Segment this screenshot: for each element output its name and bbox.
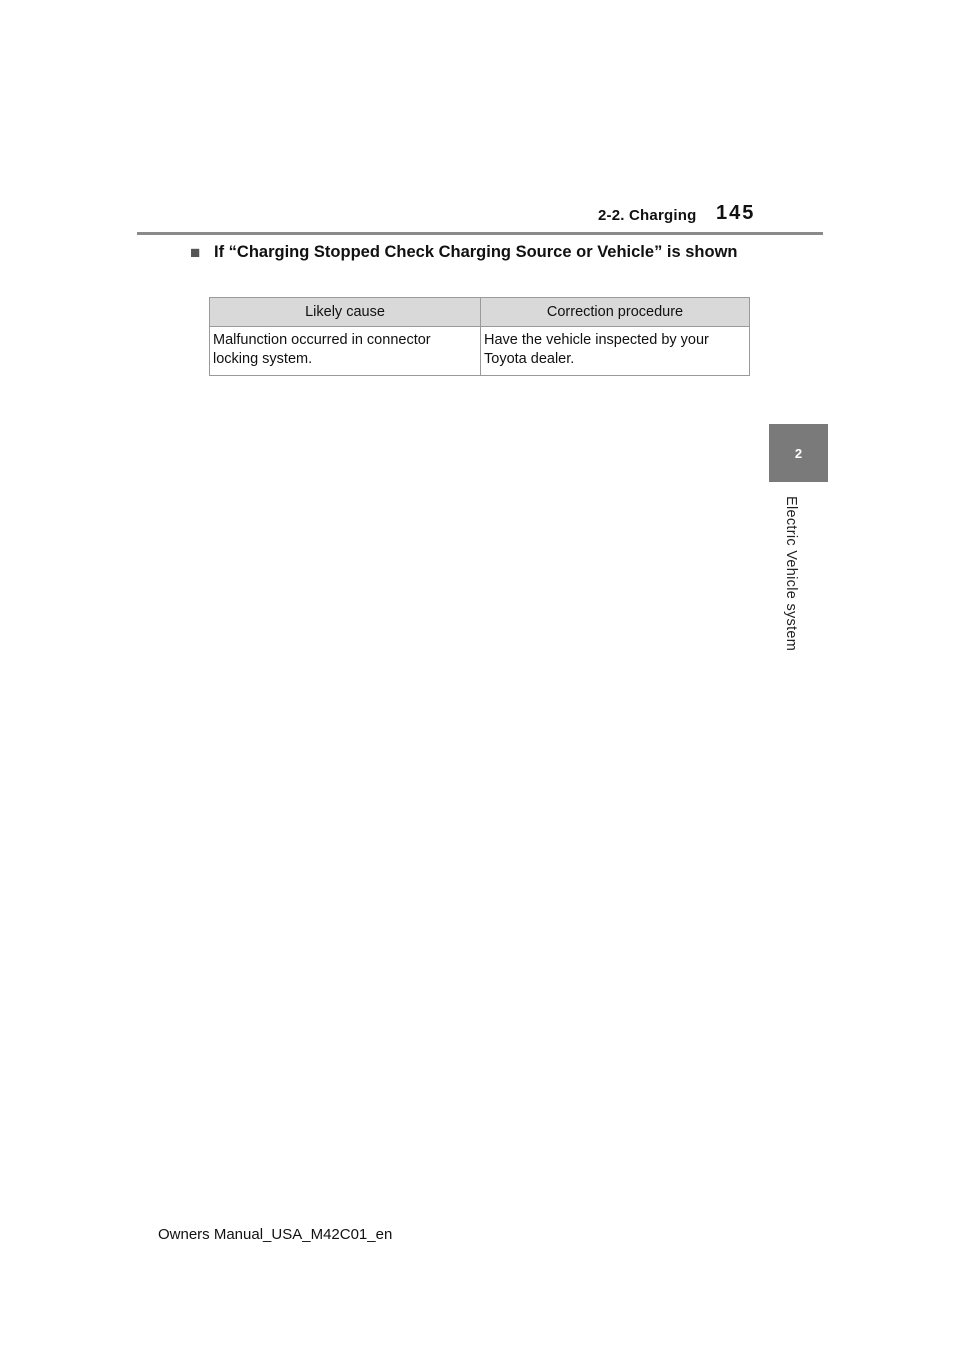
cause-correction-table (209, 297, 750, 376)
square-bullet-icon: ■ (190, 243, 201, 262)
chapter-title: Electric Vehicle system (783, 496, 799, 652)
table-cell-likely-cause: Malfunction occurred in connector locking system. (210, 327, 481, 376)
table-row (210, 327, 750, 376)
chapter-number: 2 (794, 445, 803, 461)
footer-manual-id: Owners Manual_USA_M42C01_en (158, 1226, 393, 1243)
column-header-likely-cause: Likely cause (210, 298, 481, 327)
table-header-row (210, 298, 750, 327)
table-cell-correction-procedure: Have the vehicle inspected by your Toyota dealer. (481, 327, 750, 376)
page-number: 145 (716, 202, 756, 224)
section-heading (190, 242, 750, 263)
header-section-title: 2-2. Charging (598, 207, 697, 224)
column-header-correction-procedure: Correction procedure (481, 298, 750, 327)
chapter-tab (769, 424, 828, 482)
header-divider (137, 232, 823, 235)
section-heading-text: If “Charging Stopped Check Charging Source or Vehicle” is shown (214, 243, 738, 261)
